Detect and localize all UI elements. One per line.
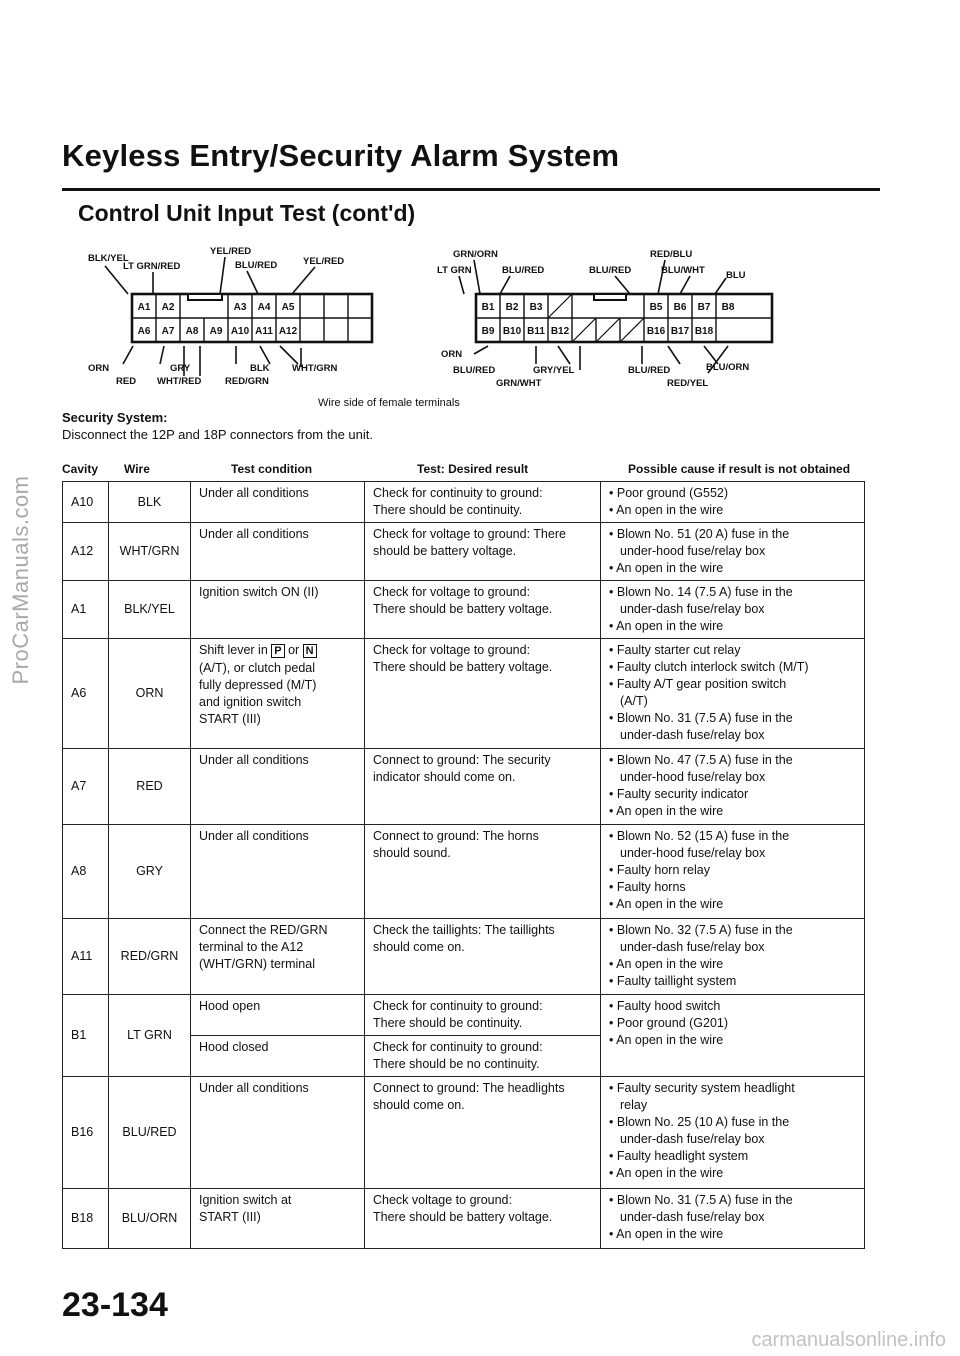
result-cell: Check voltage to ground: There should be battery voltage. xyxy=(365,1189,601,1249)
diagram-caption: Wire side of female terminals xyxy=(318,397,460,409)
terminal-label: A9 xyxy=(209,326,223,337)
table-row xyxy=(63,482,865,523)
bottom-watermark: carmanualsonline.info xyxy=(751,1329,946,1351)
terminal-label: A7 xyxy=(161,326,175,337)
wire-label: BLU/RED xyxy=(502,265,545,276)
cavity-cell: B16 xyxy=(63,1077,109,1189)
result-cell: Connect to ground: The headlights should come on. xyxy=(365,1077,601,1189)
cavity-cell: B1 xyxy=(63,995,109,1077)
condition-cell: Under all conditions xyxy=(191,482,365,523)
terminal-label: B11 xyxy=(527,326,545,337)
wire-label: WHT/RED xyxy=(157,376,202,387)
wire-cell: WHT/GRN xyxy=(109,523,191,581)
terminal-label: B5 xyxy=(649,302,663,313)
cavity-cell: B18 xyxy=(63,1189,109,1249)
col-header-desired-result: Test: Desired result xyxy=(417,462,529,476)
terminal-label: A6 xyxy=(137,326,151,337)
wire-cell: BLU/ORN xyxy=(109,1189,191,1249)
result-cell: Check for voltage to ground: There should be battery voltage. xyxy=(365,523,601,581)
cavity-cell: A1 xyxy=(63,581,109,639)
condition-cell: Hood open xyxy=(191,995,365,1036)
result-cell: Connect to ground: The security indicator should come on. xyxy=(365,749,601,825)
wire-label: ORN xyxy=(441,349,463,360)
section-subtitle: Control Unit Input Test (cont'd) xyxy=(78,200,416,226)
table-row xyxy=(63,1189,865,1249)
input-test-table xyxy=(62,481,865,1249)
condition-cell: Under all conditions xyxy=(191,523,365,581)
terminal-label: B6 xyxy=(673,302,687,313)
condition-cell: Under all conditions xyxy=(191,825,365,919)
result-cell: Check for continuity to ground: There should be continuity. xyxy=(365,482,601,523)
result-cell: Check for continuity to ground: There should be continuity. xyxy=(365,995,601,1036)
wire-label: BLU/WHT xyxy=(661,265,705,276)
result-cell: Check for continuity to ground: There should be no continuity. xyxy=(365,1036,601,1077)
condition-cell: Shift lever in P or N (A/T), or clutch pedal fully depressed (M/T) and ignition switch START (III) xyxy=(191,639,365,749)
table-row xyxy=(63,523,865,581)
wire-label: BLK xyxy=(250,363,270,374)
table-row xyxy=(63,919,865,995)
table-row xyxy=(63,995,865,1036)
col-header-test-condition: Test condition xyxy=(231,462,313,476)
terminal-label: A12 xyxy=(278,326,298,337)
wire-cell: ORN xyxy=(109,639,191,749)
wire-cell: BLK xyxy=(109,482,191,523)
side-watermark: ProCarManuals.com xyxy=(8,475,33,685)
table-row xyxy=(63,581,865,639)
terminal-label: B1 xyxy=(481,302,495,313)
page-number: 23-134 xyxy=(62,1286,168,1324)
terminal-label: B7 xyxy=(697,302,711,313)
condition-cell: Hood closed xyxy=(191,1036,365,1077)
cause-cell: • Faulty hood switch • Poor ground (G201) • An open in the wire xyxy=(601,995,865,1077)
cavity-cell: A7 xyxy=(63,749,109,825)
terminal-label: A11 xyxy=(255,326,273,337)
cause-cell: • Faulty security system headlight relay • Blown No. 25 (10 A) fuse in the under-dash fuse/relay box • Faulty headlight system • An open in the wire xyxy=(601,1077,865,1189)
wire-label: GRN/ORN xyxy=(453,249,498,260)
condition-cell: Ignition switch at START (III) xyxy=(191,1189,365,1249)
terminal-label: A5 xyxy=(281,302,295,313)
wire-cell: RED/GRN xyxy=(109,919,191,995)
wire-label: RED xyxy=(116,376,137,387)
terminal-label: B3 xyxy=(529,302,543,313)
wire-cell: GRY xyxy=(109,825,191,919)
cause-cell: • Blown No. 47 (7.5 A) fuse in the under-hood fuse/relay box • Faulty security indicator • An open in the wire xyxy=(601,749,865,825)
result-cell: Check the taillights: The taillights should come on. xyxy=(365,919,601,995)
cavity-cell: A11 xyxy=(63,919,109,995)
col-header-wire: Wire xyxy=(124,462,150,476)
cause-cell: • Blown No. 51 (20 A) fuse in the under-hood fuse/relay box • An open in the wire xyxy=(601,523,865,581)
wire-label: BLU/RED xyxy=(453,365,496,376)
wire-label: GRY xyxy=(170,363,191,374)
terminal-label: A3 xyxy=(233,302,247,313)
gear-p-box: P xyxy=(271,644,284,658)
terminal-label: A2 xyxy=(161,302,175,313)
condition-cell: Under all conditions xyxy=(191,1077,365,1189)
result-cell: Connect to ground: The horns should sound. xyxy=(365,825,601,919)
condition-cell: Ignition switch ON (II) xyxy=(191,581,365,639)
cavity-cell: A8 xyxy=(63,825,109,919)
cause-cell: • Blown No. 32 (7.5 A) fuse in the under-dash fuse/relay box • An open in the wire • Faulty taillight system xyxy=(601,919,865,995)
cause-cell: • Faulty starter cut relay • Faulty clutch interlock switch (M/T) • Faulty A/T gear position switch (A/T) • Blown No. 31 (7.5 A) fuse in the under-dash fuse/relay box xyxy=(601,639,865,749)
cause-cell: • Blown No. 31 (7.5 A) fuse in the under-dash fuse/relay box • An open in the wire xyxy=(601,1189,865,1249)
terminal-label: B18 xyxy=(694,326,714,337)
terminal-label: B12 xyxy=(550,326,570,337)
wire-label: BLU/RED xyxy=(235,260,278,271)
page-title: Keyless Entry/Security Alarm System xyxy=(62,138,620,173)
terminal-label: A1 xyxy=(137,302,151,313)
wire-label: GRN/WHT xyxy=(496,378,542,389)
security-system-title: Security System: xyxy=(62,410,168,425)
col-header-cavity: Cavity xyxy=(62,462,99,476)
cavity-cell: A12 xyxy=(63,523,109,581)
wire-cell: RED xyxy=(109,749,191,825)
wire-label: RED/GRN xyxy=(225,376,269,387)
wire-label: RED/BLU xyxy=(650,249,693,260)
wire-label: LT GRN xyxy=(437,265,472,276)
cause-cell: • Poor ground (G552) • An open in the wire xyxy=(601,482,865,523)
cause-cell: • Blown No. 52 (15 A) fuse in the under-hood fuse/relay box • Faulty horn relay • Faulty horns • An open in the wire xyxy=(601,825,865,919)
wire-label: BLU/RED xyxy=(589,265,632,276)
cavity-cell: A10 xyxy=(63,482,109,523)
table-row xyxy=(63,749,865,825)
wire-label: GRY/YEL xyxy=(533,365,575,376)
table-row xyxy=(63,1077,865,1189)
wire-label: RED/YEL xyxy=(667,378,709,389)
terminal-label: B8 xyxy=(721,302,735,313)
wire-cell: BLU/RED xyxy=(109,1077,191,1189)
terminal-label: A10 xyxy=(230,326,250,337)
connector-diagram xyxy=(60,242,790,392)
wire-label: BLK/YEL xyxy=(88,253,129,264)
wire-label: YEL/RED xyxy=(303,256,345,267)
terminal-label: B9 xyxy=(481,326,495,337)
terminal-label: B16 xyxy=(646,326,666,337)
wire-cell: LT GRN xyxy=(109,995,191,1077)
title-rule xyxy=(62,188,880,191)
wire-label: LT GRN/RED xyxy=(123,261,181,272)
terminal-label: A4 xyxy=(257,302,271,313)
col-header-possible-cause: Possible cause if result is not obtained xyxy=(628,462,851,476)
wire-label: ORN xyxy=(88,363,110,374)
terminal-label: B2 xyxy=(505,302,519,313)
cavity-cell: A6 xyxy=(63,639,109,749)
terminal-label: B10 xyxy=(502,326,522,337)
terminal-label: B17 xyxy=(670,326,690,337)
wire-label: WHT/GRN xyxy=(292,363,338,374)
gear-n-box: N xyxy=(303,644,317,658)
wire-label: BLU xyxy=(726,270,746,281)
cause-cell: • Blown No. 14 (7.5 A) fuse in the under-dash fuse/relay box • An open in the wire xyxy=(601,581,865,639)
condition-cell: Under all conditions xyxy=(191,749,365,825)
security-instruction: Disconnect the 12P and 18P connectors from the unit. xyxy=(62,427,373,442)
condition-cell: Connect the RED/GRN terminal to the A12 (WHT/GRN) terminal xyxy=(191,919,365,995)
wire-label: BLU/RED xyxy=(628,365,671,376)
table-row xyxy=(63,639,865,749)
result-cell: Check for voltage to ground: There should be battery voltage. xyxy=(365,639,601,749)
terminal-label: A8 xyxy=(185,326,199,337)
wire-label: YEL/RED xyxy=(210,246,252,257)
table-row xyxy=(63,825,865,919)
result-cell: Check for voltage to ground: There should be battery voltage. xyxy=(365,581,601,639)
wire-cell: BLK/YEL xyxy=(109,581,191,639)
wire-label: BLU/ORN xyxy=(706,362,750,373)
